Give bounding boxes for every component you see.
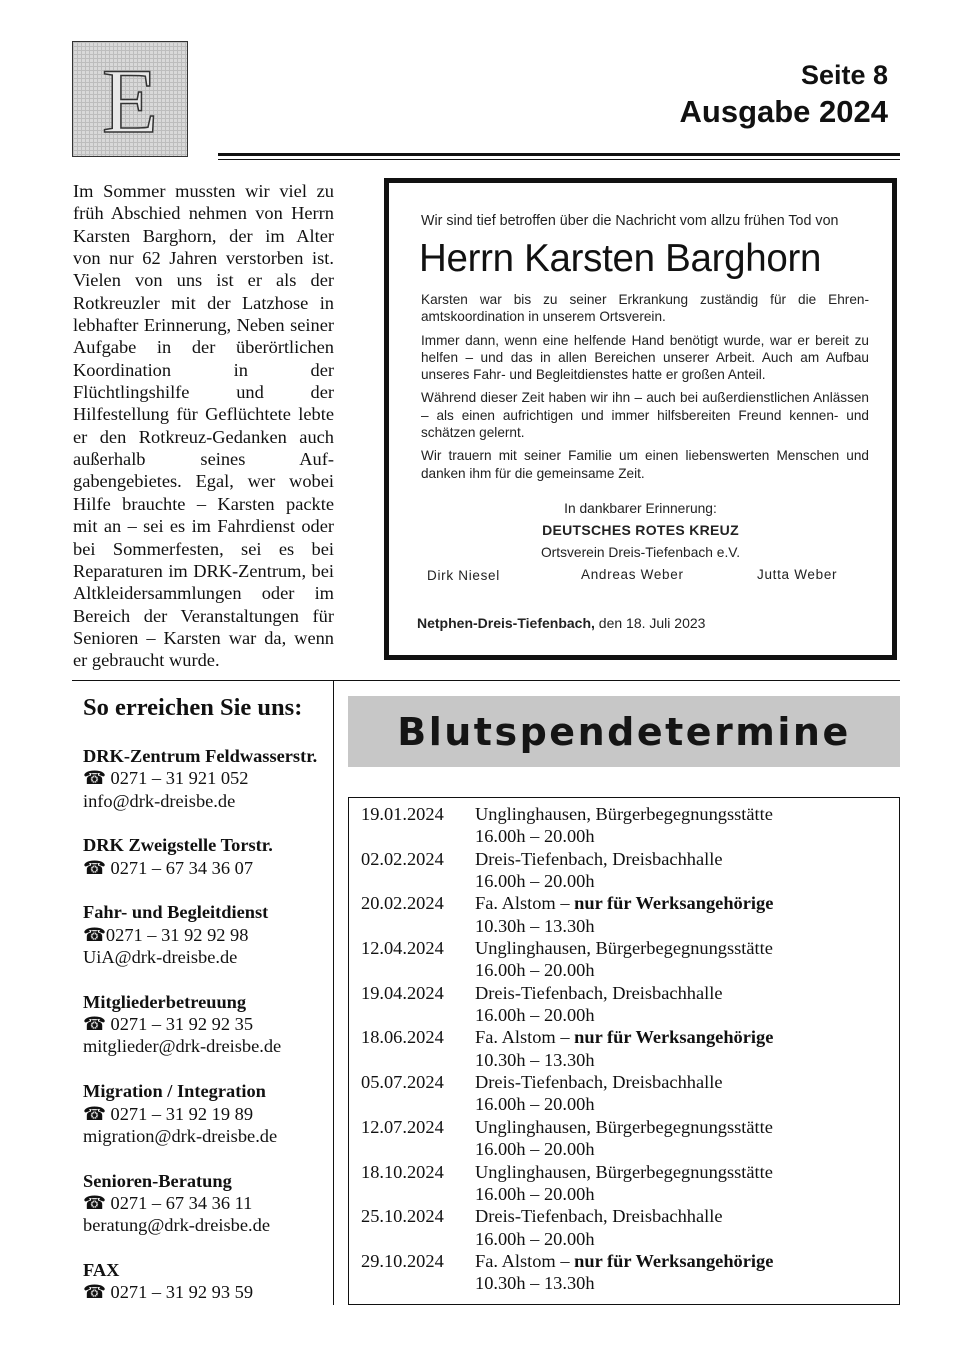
contact-email[interactable]: beratung@drk-dreisbe.de bbox=[83, 1215, 270, 1236]
column-divider bbox=[333, 681, 334, 1305]
donation-entry bbox=[361, 1071, 773, 1093]
donation-place: Unglinghausen, Bürgerbegegnungsstätte bbox=[475, 804, 773, 824]
contact-heading: DRK-Zentrum Feldwasserstr. bbox=[83, 746, 318, 766]
donation-restriction: nur für Werksangehörige bbox=[574, 1027, 774, 1048]
spacer bbox=[361, 1004, 475, 1026]
donation-time: 10.30h – 13.30h bbox=[475, 1049, 595, 1070]
contact-email[interactable]: UiA@drk-dreisbe.de bbox=[83, 947, 238, 968]
donation-place: Dreis-Tiefenbach, Dreisbachhalle bbox=[475, 1206, 723, 1227]
donation-time-row bbox=[361, 1049, 773, 1071]
donation-time-row bbox=[361, 1004, 773, 1026]
signature-name: Dirk Niesel bbox=[427, 568, 500, 583]
donation-time-row bbox=[361, 1093, 773, 1115]
phone-icon: ☎ bbox=[83, 924, 106, 945]
obituary-place-date bbox=[417, 615, 705, 631]
spacer bbox=[361, 825, 475, 847]
donation-time-row bbox=[361, 959, 773, 981]
spacer bbox=[361, 1093, 475, 1115]
contact-phone: ☎ 0271 – 31 921 052 bbox=[83, 768, 249, 789]
obituary-organization: DEUTSCHES ROTES KREUZ bbox=[542, 522, 739, 538]
obituary-body bbox=[421, 291, 869, 488]
obituary-local-chapter: Ortsverein Dreis-Tiefenbach e.V. bbox=[540, 545, 741, 560]
contact-phone: ☎0271 – 31 92 92 98 bbox=[83, 924, 249, 945]
contact-block bbox=[83, 834, 333, 879]
donation-place: Fa. Alstom – bbox=[475, 1027, 575, 1048]
obituary-paragraph: Karsten war bis zu seiner Erkrankung zuständig für die Ehrenamtskoordination in unserem Ortsverein. bbox=[421, 292, 869, 325]
donation-entry bbox=[361, 848, 773, 870]
blood-donation-schedule bbox=[348, 797, 900, 1305]
contact-heading: Migration / Integration bbox=[83, 1081, 266, 1102]
phone-icon: ☎ bbox=[83, 768, 106, 789]
contacts-title: So erreichen Sie uns: bbox=[83, 694, 303, 721]
contact-heading: Fahr- und Begleitdienst bbox=[83, 902, 269, 923]
phone-icon: ☎ bbox=[83, 1192, 106, 1213]
donation-location bbox=[475, 982, 723, 1004]
obituary-memorial-line: In dankbarer Erinnerung: bbox=[564, 501, 717, 516]
donation-date: 18.06.2024 bbox=[361, 1027, 444, 1048]
contact-phone: ☎ 0271 – 31 92 93 59 bbox=[83, 1282, 254, 1303]
obituary-notice bbox=[384, 178, 897, 660]
spacer bbox=[361, 870, 475, 892]
donation-entry bbox=[361, 1161, 773, 1183]
donation-time: 16.00h – 20.00h bbox=[475, 826, 595, 847]
obituary-intro: Wir sind tief betroffen über die Nachricht vom allzu frühen Tod von bbox=[421, 213, 839, 229]
donation-time: 16.00h – 20.00h bbox=[475, 871, 595, 892]
donation-time-row bbox=[361, 1228, 773, 1250]
signature-name: Jutta Weber bbox=[757, 567, 838, 582]
contact-heading: Senioren-Beratung bbox=[83, 1170, 232, 1191]
contact-block bbox=[83, 1259, 333, 1304]
donation-restriction: nur für Werksangehörige bbox=[574, 893, 774, 914]
donation-date: 25.10.2024 bbox=[361, 1206, 444, 1227]
donation-entry bbox=[361, 982, 773, 1004]
donation-time: 10.30h – 13.30h bbox=[475, 1273, 595, 1294]
section-divider bbox=[72, 680, 900, 681]
donation-time-row bbox=[361, 1272, 773, 1294]
contact-block bbox=[83, 745, 333, 812]
logo-letter: E bbox=[101, 50, 159, 152]
signature-name: Andreas Weber bbox=[581, 567, 684, 582]
contact-heading: FAX bbox=[83, 1259, 120, 1280]
header-rule bbox=[218, 153, 900, 156]
donation-time: 16.00h – 20.00h bbox=[475, 1183, 595, 1204]
donation-time: 10.30h – 13.30h bbox=[475, 915, 595, 936]
donation-entry bbox=[361, 803, 773, 825]
donation-place: Fa. Alstom – bbox=[475, 893, 575, 914]
contact-email[interactable]: migration@drk-dreisbe.de bbox=[83, 1125, 278, 1146]
donation-date: 19.04.2024 bbox=[361, 982, 444, 1003]
date-list bbox=[361, 803, 773, 1295]
header-rule-thin bbox=[218, 159, 900, 160]
spacer bbox=[361, 915, 475, 937]
contact-heading: DRK Zweigstelle Torstr. bbox=[83, 835, 273, 856]
donation-date: 19.01.2024 bbox=[361, 804, 444, 824]
contact-heading: Mitgliederbetreuung bbox=[83, 991, 247, 1012]
phone-icon: ☎ bbox=[83, 1103, 106, 1124]
donation-time-row bbox=[361, 870, 773, 892]
spacer bbox=[361, 959, 475, 981]
donation-restriction: nur für Werksangehörige bbox=[574, 1250, 774, 1271]
newsletter-logo bbox=[72, 41, 188, 157]
spacer bbox=[361, 1049, 475, 1071]
donation-location bbox=[475, 892, 773, 914]
donation-entry bbox=[361, 1116, 773, 1138]
spacer bbox=[361, 1272, 475, 1294]
donation-date: 02.02.2024 bbox=[361, 848, 444, 869]
contact-block bbox=[83, 1080, 333, 1147]
obituary-name: Herrn Karsten Barghorn bbox=[419, 237, 822, 280]
contact-phone: ☎ 0271 – 67 34 36 11 bbox=[83, 1192, 253, 1213]
contact-block bbox=[83, 901, 333, 968]
donation-time-row bbox=[361, 1183, 773, 1205]
donation-place: Unglinghausen, Bürgerbegegnungsstätte bbox=[475, 938, 773, 959]
blood-donation-title-banner bbox=[348, 696, 900, 767]
contact-email[interactable]: mitglieder@drk-dreisbe.de bbox=[83, 1036, 282, 1057]
obituary-date: den 18. Juli 2023 bbox=[598, 615, 706, 631]
phone-icon: ☎ bbox=[83, 1282, 106, 1303]
donation-time: 16.00h – 20.00h bbox=[475, 960, 595, 981]
donation-location bbox=[475, 1205, 723, 1227]
contact-phone: ☎ 0271 – 31 92 19 89 bbox=[83, 1103, 254, 1124]
donation-place: Fa. Alstom – bbox=[475, 1250, 575, 1271]
donation-date: 20.02.2024 bbox=[361, 893, 444, 914]
donation-location bbox=[475, 1250, 773, 1272]
donation-location bbox=[475, 1161, 773, 1183]
obituary-paragraph: Wir trauern mit seiner Familie um einen liebenswerten Menschen und danken ihm für die gemeinsame Zeit. bbox=[421, 448, 869, 481]
donation-time: 16.00h – 20.00h bbox=[475, 1139, 595, 1160]
donation-entry bbox=[361, 1205, 773, 1227]
donation-entry bbox=[361, 1250, 773, 1272]
blood-donation-title: Blutspendetermine bbox=[397, 709, 851, 754]
spacer bbox=[361, 1183, 475, 1205]
obituary-paragraph: Immer dann, wenn eine helfende Hand benötigt wurde, war er bereit zu helfen – und das in allen Bereichen unserer Arbeit. Auch am Aufbau unseres Fahr- und Begleitdienstes hatte er großen Anteil. bbox=[421, 332, 869, 383]
contact-phone: ☎ 0271 – 67 34 36 07 bbox=[83, 857, 254, 878]
contacts-list bbox=[83, 745, 333, 1326]
obituary-paragraph: Während dieser Zeit haben wir ihn – auch bei außerdienstlichen Anlässen – als einen aufrichtigen und immer hilfsbereiten Freund kennen- und schätzen gelernt. bbox=[421, 390, 869, 441]
donation-location bbox=[475, 1026, 773, 1048]
donation-location bbox=[475, 803, 773, 825]
donation-location bbox=[475, 1116, 773, 1138]
donation-date: 29.10.2024 bbox=[361, 1250, 444, 1271]
contact-email[interactable]: info@drk-dreisbe.de bbox=[83, 790, 236, 811]
phone-icon: ☎ bbox=[83, 857, 106, 878]
edition-title: Ausgabe 2024 bbox=[679, 94, 888, 129]
memorial-article-text: Im Sommer mussten wir viel zu früh Abschied nehmen von Herrn Karsten Barghorn, der im Alter von nur 62 Jahren verstorben ist. Vielen von uns ist er als der Rotkreuzler mit der Latzhose in lebhafter Erinnerung, Neben seiner Aufgabe in der überörtlichen Koordination in der Flüchtlingshilfe und der Hilfestellung für Geflüchtete lebte er den Rotkreuz-Gedanken auch außerhalb seines Aufgabengebietes. Egal, wer wobei Hilfe brauchte – Karsten packte mit an – sei es im Fahrdienst oder bei Sommerfesten, sei es bei Reparaturen im DRK-Zentrum, bei Altkleidersammlungen oder im Bereich der Veranstaltungen für Senioren – Karsten war da, wenn er gebraucht wurde. bbox=[73, 181, 334, 671]
donation-place: Unglinghausen, Bürgerbegegnungsstätte bbox=[475, 1161, 773, 1182]
donation-time: 16.00h – 20.00h bbox=[475, 1228, 595, 1249]
donation-date: 05.07.2024 bbox=[361, 1072, 444, 1093]
phone-icon: ☎ bbox=[83, 1014, 106, 1035]
spacer bbox=[361, 1138, 475, 1160]
donation-place: Dreis-Tiefenbach, Dreisbachhalle bbox=[475, 982, 723, 1003]
donation-time-row bbox=[361, 1138, 773, 1160]
donation-location bbox=[475, 848, 723, 870]
contact-phone: ☎ 0271 – 31 92 92 35 bbox=[83, 1014, 254, 1035]
donation-time: 16.00h – 20.00h bbox=[475, 1094, 595, 1115]
donation-entry bbox=[361, 1026, 773, 1048]
donation-place: Dreis-Tiefenbach, Dreisbachhalle bbox=[475, 1072, 723, 1093]
page-number: Seite 8 bbox=[800, 60, 888, 90]
donation-date: 12.04.2024 bbox=[361, 938, 444, 959]
donation-entry bbox=[361, 892, 773, 914]
donation-location bbox=[475, 1071, 723, 1093]
contact-block bbox=[83, 991, 333, 1058]
donation-time-row bbox=[361, 915, 773, 937]
donation-date: 12.07.2024 bbox=[361, 1116, 444, 1137]
donation-entry bbox=[361, 937, 773, 959]
donation-date: 18.10.2024 bbox=[361, 1161, 444, 1182]
donation-location bbox=[475, 937, 773, 959]
donation-place: Dreis-Tiefenbach, Dreisbachhalle bbox=[475, 848, 723, 869]
spacer bbox=[361, 1228, 475, 1250]
obituary-place: Netphen-Dreis-Tiefenbach, bbox=[417, 615, 595, 631]
contact-block bbox=[83, 1170, 333, 1237]
donation-time: 16.00h – 20.00h bbox=[475, 1005, 595, 1026]
donation-time-row bbox=[361, 825, 773, 847]
donation-place: Unglinghausen, Bürgerbegegnungsstätte bbox=[475, 1116, 773, 1137]
